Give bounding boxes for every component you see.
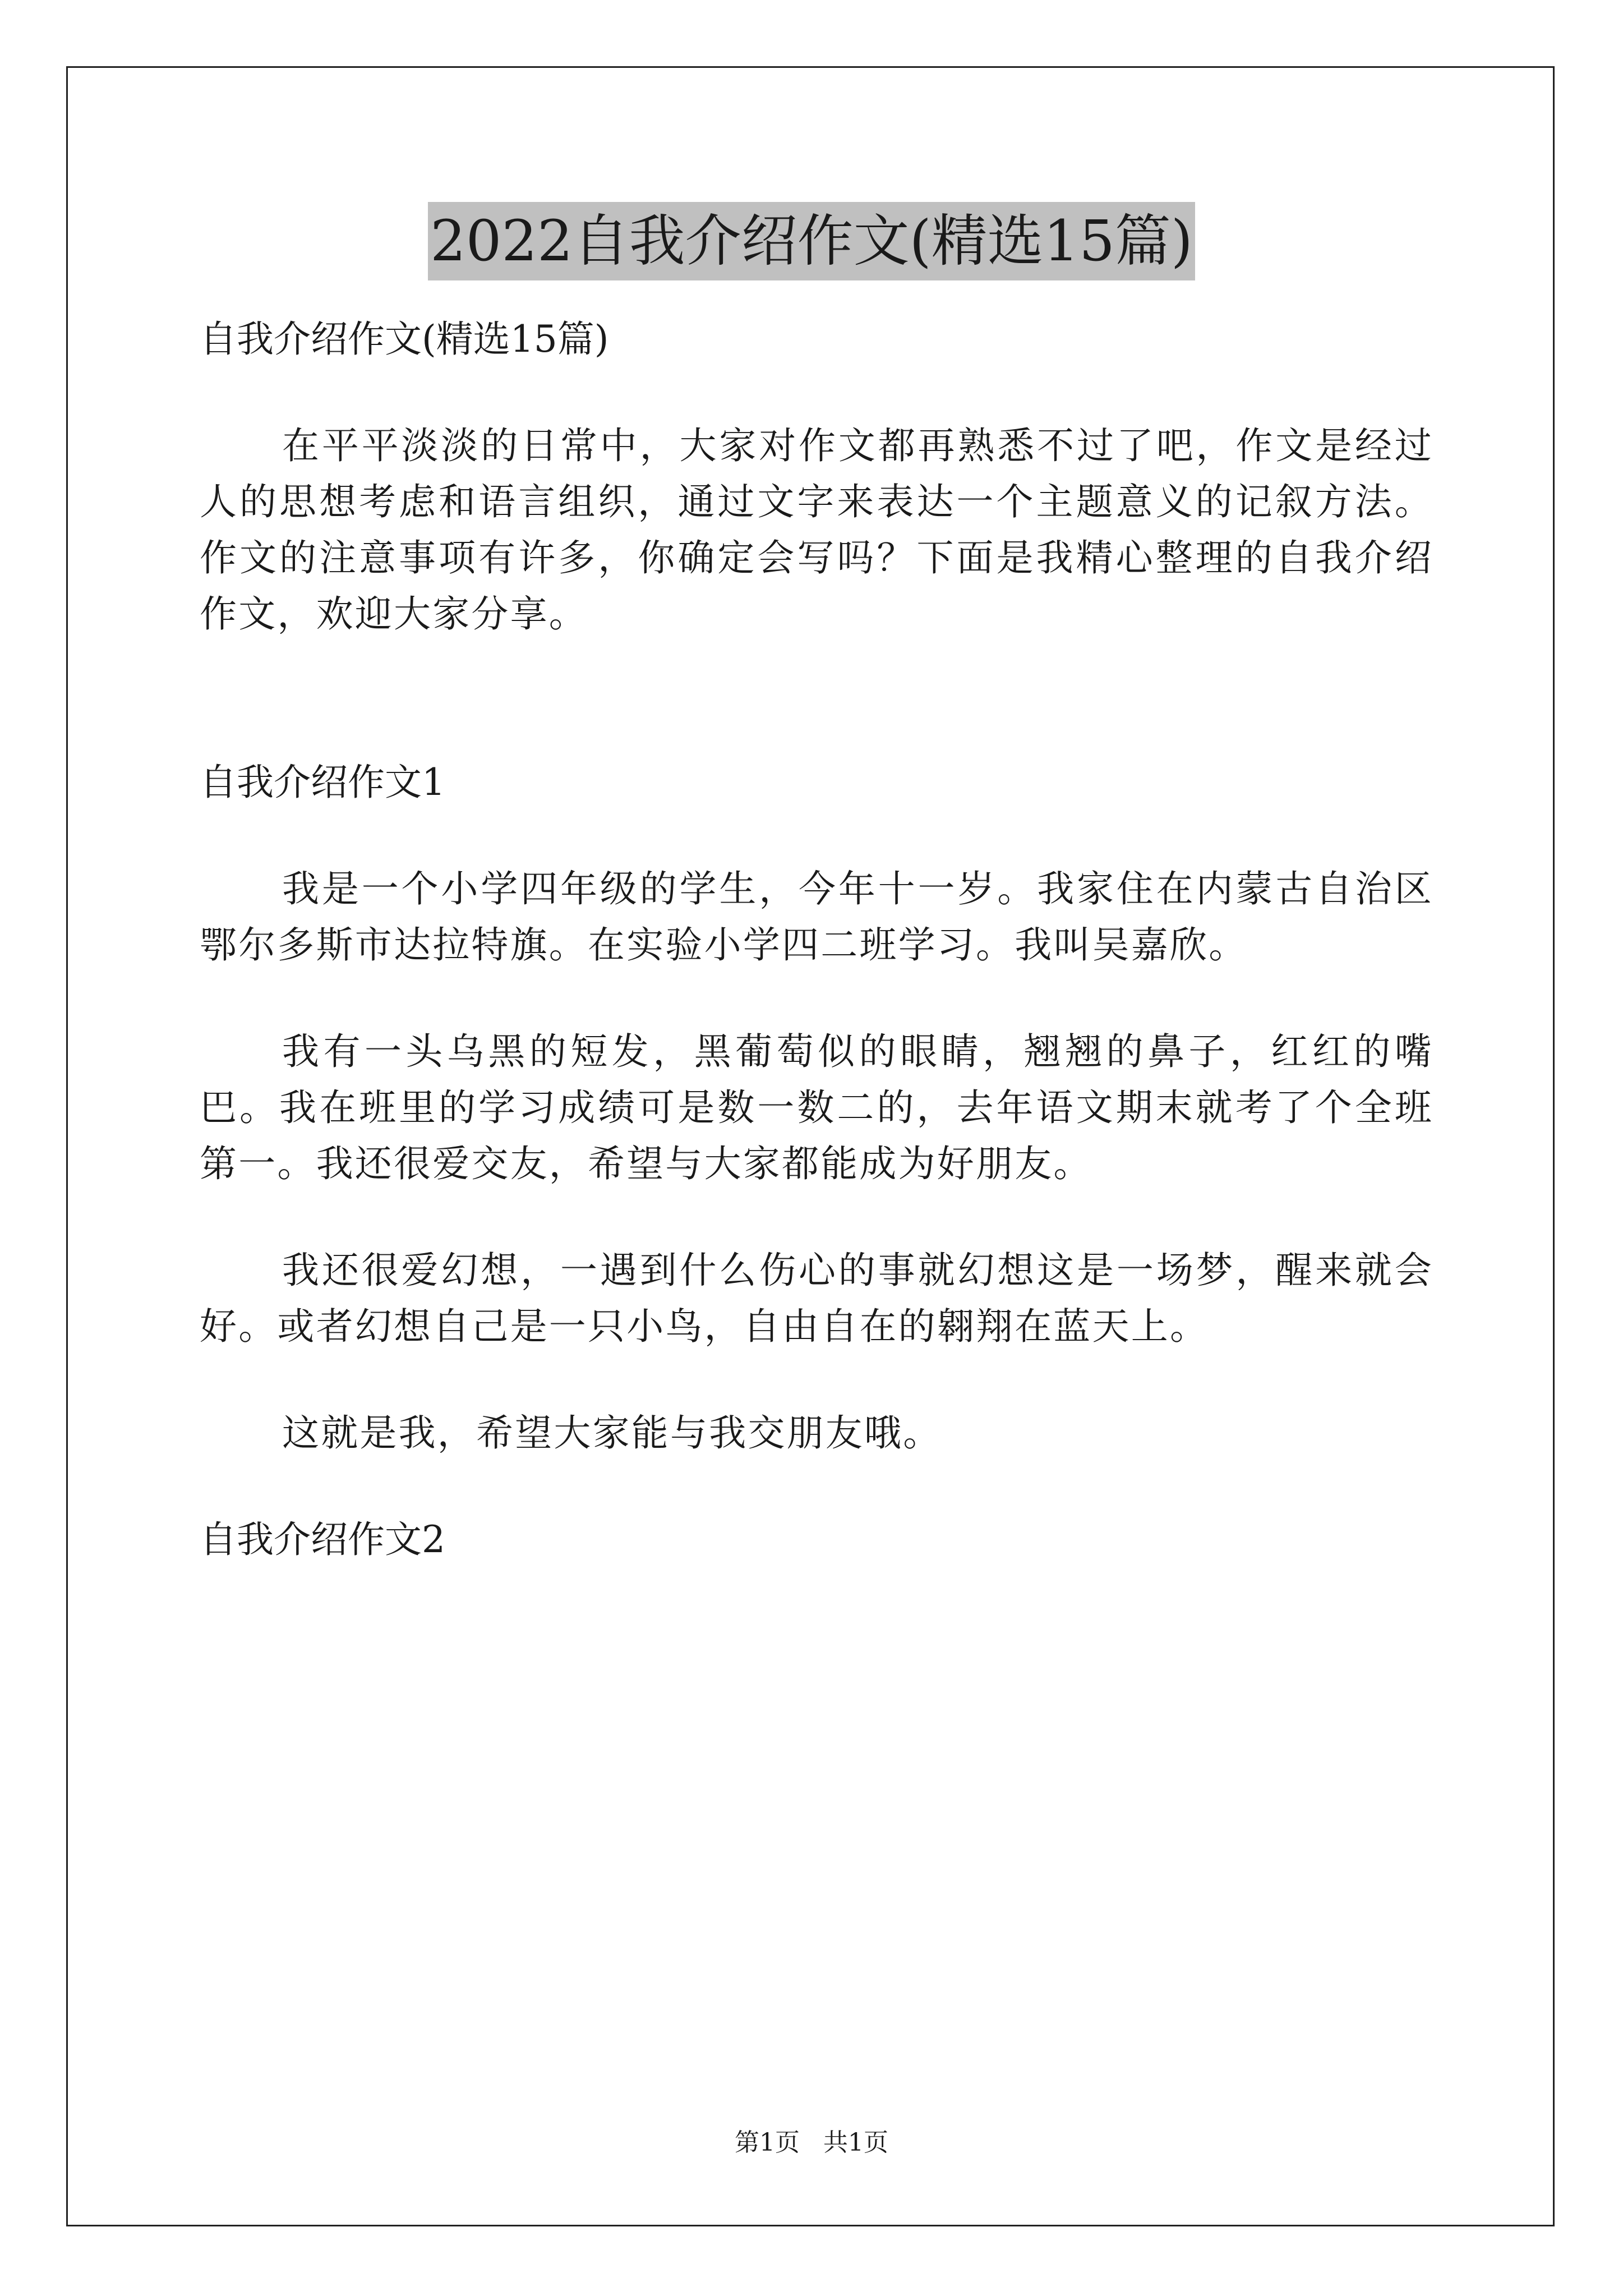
document-title: 2022自我介绍作文(精选15篇) xyxy=(428,202,1195,280)
intro-paragraph: 在平平淡淡的日常中，大家对作文都再熟悉不过了吧，作文是经过人的思想考虑和语言组织，通过文字来表达一个主题意义的记叙方法。作文的注意事项有许多，你确定会写吗？下面是我精心整理的自我介绍作文，欢迎大家分享。 xyxy=(200,424,1433,636)
section1-paragraph-2: 我有一头乌黑的短发，黑葡萄似的眼睛，翘翘的鼻子，红红的嘴巴。我在班里的学习成绩可是数一数二的，去年语文期末就考了个全班第一。我还很爱交友，希望与大家都能成为好朋友。 xyxy=(200,1030,1433,1185)
page-footer xyxy=(0,2126,1623,2160)
section1-paragraph-1: 我是一个小学四年级的学生，今年十一岁。我家住在内蒙古自治区鄂尔多斯市达拉特旗。在实验小学四二班学习。我叫吴嘉欣。 xyxy=(200,867,1433,967)
section-heading-1: 自我介绍作文1 xyxy=(200,761,445,804)
page-number-current: 第1页 xyxy=(735,2128,800,2157)
document-subtitle: 自我介绍作文(精选15篇) xyxy=(200,318,609,361)
document-body xyxy=(200,311,1433,1618)
page-number-total: 共1页 xyxy=(823,2128,888,2157)
section1-paragraph-3: 我还很爱幻想，一遇到什么伤心的事就幻想这是一场梦，醒来就会好。或者幻想自己是一只小鸟，自由自在的翱翔在蓝天上。 xyxy=(200,1249,1433,1348)
section-heading-2: 自我介绍作文2 xyxy=(200,1518,445,1561)
section1-paragraph-4: 这就是我，希望大家能与我交朋友哦。 xyxy=(282,1411,942,1455)
title-area xyxy=(0,202,1623,280)
